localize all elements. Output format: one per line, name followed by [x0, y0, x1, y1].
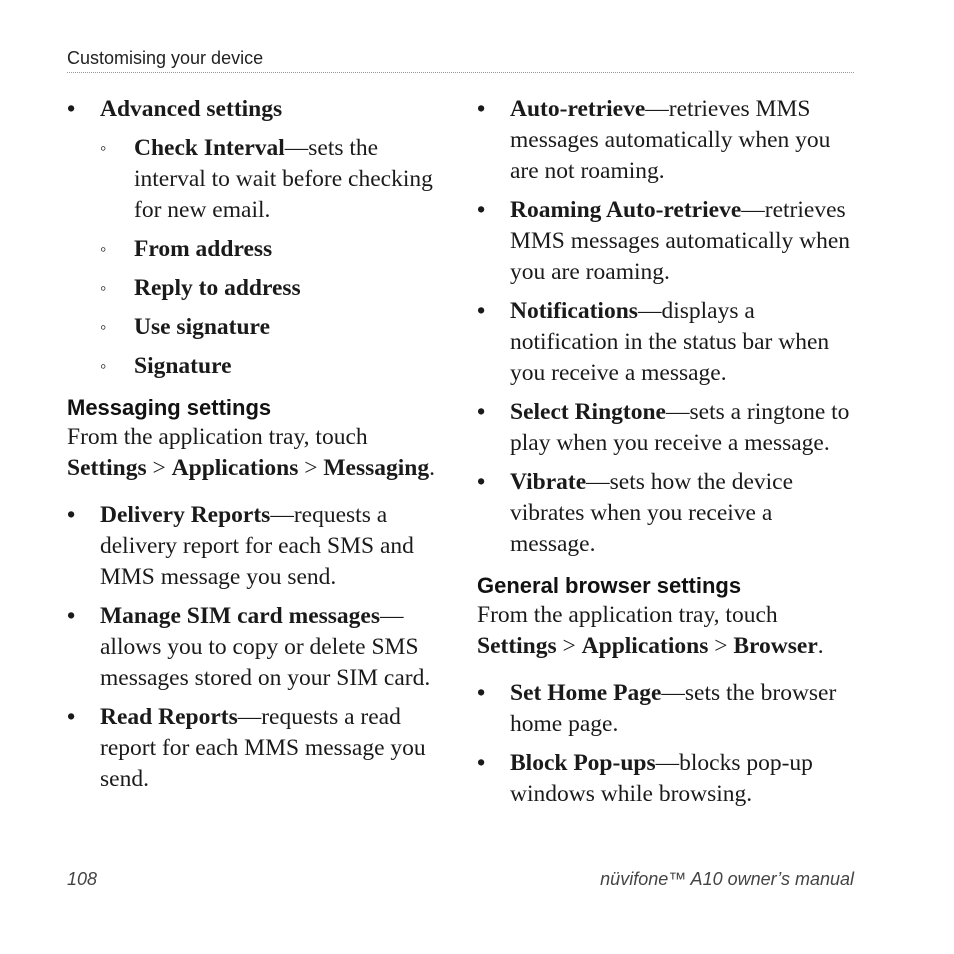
path-applications: Applications — [171, 455, 299, 481]
browser-intro: From the application tray, touch Settings > Applications > Browser. — [477, 602, 824, 659]
item-term: Check Interval — [134, 135, 285, 161]
item-term: Notifications — [510, 298, 638, 324]
list-item-select-ringtone — [477, 397, 862, 459]
list-item-auto-retrieve — [477, 94, 862, 187]
browser-settings-heading: General browser settings — [477, 573, 742, 598]
item-desc: —retrieves MMS messages automatically when you are roaming. — [510, 197, 851, 285]
sub-item-check-interval — [67, 133, 442, 226]
browser-settings-list — [477, 678, 862, 810]
item-term: Advanced settings — [100, 96, 283, 122]
sub-item-use-signature — [67, 312, 442, 343]
manual-title: nüvifone™ A10 owner’s manual — [600, 869, 854, 889]
item-desc: —sets the browser home page. — [510, 680, 837, 737]
item-desc: —requests a read report for each MMS message you send. — [100, 704, 426, 792]
item-desc: —requests a delivery report for each SMS and MMS message you send. — [100, 502, 414, 590]
item-term: Manage SIM card messages — [100, 603, 381, 629]
item-term: From address — [134, 236, 273, 262]
path-settings: Settings — [67, 455, 147, 481]
item-term: Set Home Page — [510, 680, 662, 706]
path-settings: Settings — [477, 633, 557, 659]
running-header: Customising your device — [67, 48, 854, 73]
item-term: Use signature — [134, 314, 270, 340]
item-term: Vibrate — [510, 469, 587, 495]
item-term: Signature — [134, 353, 232, 379]
list-item-set-home-page — [477, 678, 862, 740]
sub-item-from-address — [67, 234, 442, 265]
item-term: Delivery Reports — [100, 502, 271, 528]
item-term: Auto-retrieve — [510, 96, 646, 122]
messaging-intro: From the application tray, touch Settings > Applications > Messaging. — [67, 424, 435, 481]
intro-text: From the application tray, touch — [477, 602, 778, 628]
list-item-notifications — [477, 296, 862, 389]
item-desc: —blocks pop-up windows while browsing. — [510, 750, 813, 807]
mms-settings-list — [477, 94, 862, 560]
right-column — [477, 94, 862, 818]
advanced-settings-list — [67, 94, 442, 382]
page-number: 108 — [67, 869, 98, 889]
item-desc: —retrieves MMS messages automatically when you are not roaming. — [510, 96, 831, 184]
item-desc: —sets a ringtone to play when you receive a message. — [510, 399, 850, 456]
list-item-read-reports — [67, 702, 442, 795]
sub-item-reply-to-address — [67, 273, 442, 304]
item-term: Block Pop-ups — [510, 750, 656, 776]
item-term: Reply to address — [134, 275, 301, 301]
item-desc: —sets how the device vibrates when you receive a message. — [510, 469, 794, 557]
item-desc: —sets the interval to wait before checking for new email. — [134, 135, 433, 223]
path-messaging: Messaging — [323, 455, 430, 481]
left-column — [67, 94, 442, 803]
item-term: Read Reports — [100, 704, 238, 730]
list-item-vibrate — [477, 467, 862, 560]
item-term: Select Ringtone — [510, 399, 666, 425]
item-desc: —displays a notification in the status bar when you receive a message. — [510, 298, 830, 386]
messaging-settings-heading: Messaging settings — [67, 395, 272, 420]
list-item-advanced-settings — [67, 94, 442, 125]
item-desc: — allows you to copy or delete SMS messages stored on your SIM card. — [100, 603, 431, 691]
messaging-settings-list — [67, 500, 442, 795]
path-browser: Browser — [733, 633, 818, 659]
item-term: Roaming Auto-retrieve — [510, 197, 742, 223]
list-item-block-popups — [477, 748, 862, 810]
list-item-delivery-reports — [67, 500, 442, 593]
list-item-manage-sim — [67, 601, 442, 694]
sub-item-signature — [67, 351, 442, 382]
path-applications: Applications — [581, 633, 709, 659]
intro-text: From the application tray, touch — [67, 424, 368, 450]
list-item-roaming-auto-retrieve — [477, 195, 862, 288]
